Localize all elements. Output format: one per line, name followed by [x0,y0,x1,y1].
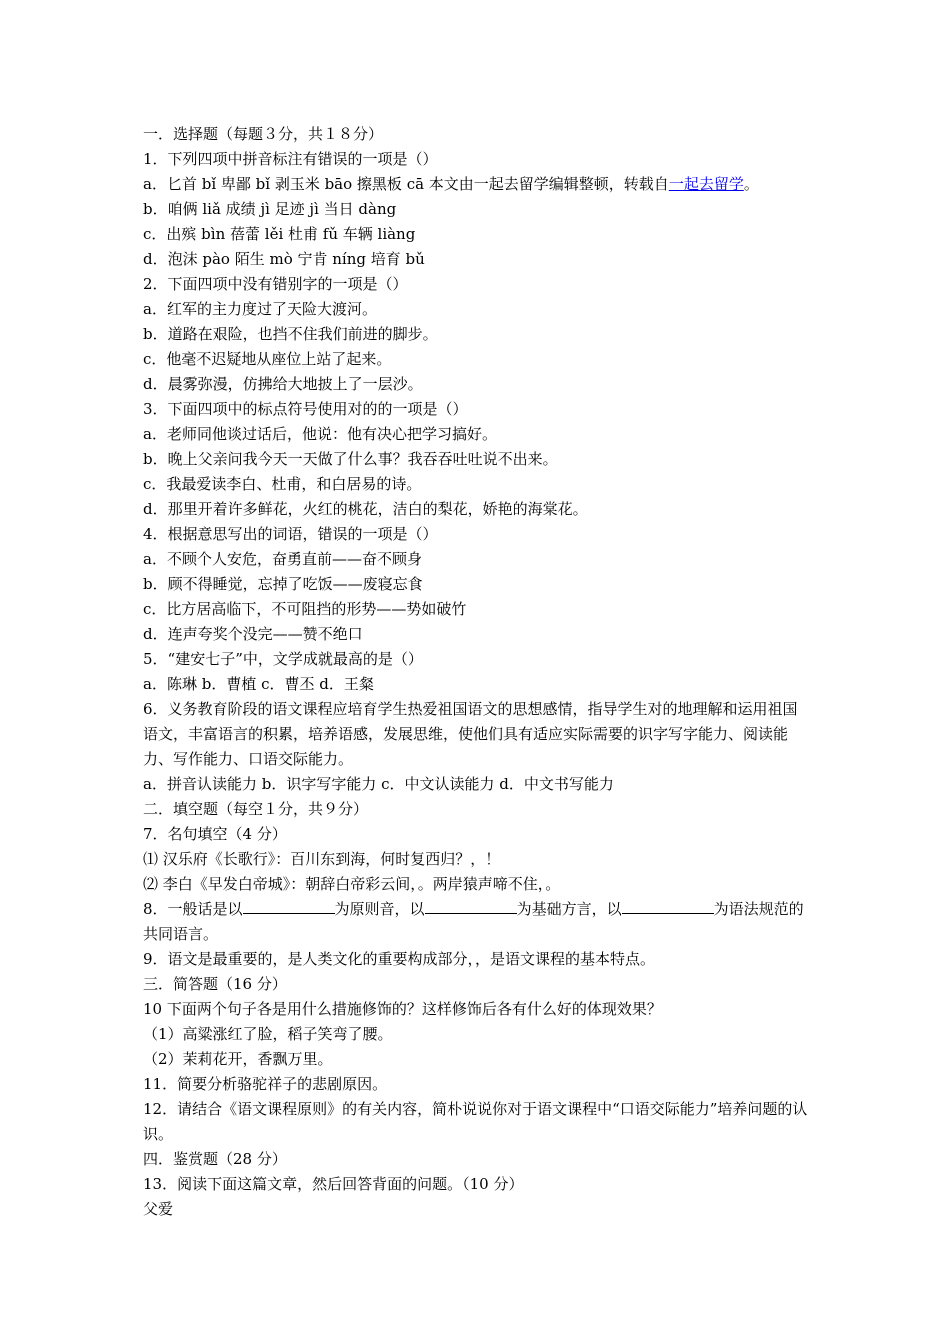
option-1a-text: a．匕首 bǐ 卑鄙 bǐ 剥玉米 bāo 擦黑板 cā 本文由一起去留学编辑整顿，转载自 [143,175,669,193]
option-2a: a．红军的主力度过了天险大渡河。 [143,300,377,318]
question-1: 1．下列四项中拼音标注有错误的一项是（） [143,150,438,168]
answer-blank-3 [622,897,714,914]
option-3c: c．我最爱读李白、杜甫，和白居易的诗。 [143,475,422,493]
question-8-part3: 为基础方言，以 [516,900,622,918]
options-6: a．拼音认读能力 b．识字写字能力 c．中文认读能力 d．中文书写能力 [143,775,614,793]
option-4a: a．不顾个人安危，奋勇直前——奋不顾身 [143,550,422,568]
document-body [143,122,811,1222]
option-1d: d．泡沫 pào 陌生 mò 宁肯 níng 培育 bǔ [143,250,425,268]
question-9: 9．语文是最重要的，是人类文化的重要构成部分，，是语文课程的基本特点。 [143,950,656,968]
question-8-part2: 为原则音，以 [334,900,425,918]
question-12: 12．请结合《语文课程原则》的有关内容，简朴说说你对于语文课程中“口语交际能力”培养问题的认识。 [143,1100,808,1143]
option-3a: a．老师同他谈过话后，他说：他有决心把学习搞好。 [143,425,497,443]
question-13: 13．阅读下面这篇文章，然后回答背面的问题。（10 分） [143,1175,524,1193]
question-3: 3．下面四项中的标点符号使用对的的一项是（） [143,400,468,418]
section-heading-appreciation: 四．鉴赏题（28 分） [143,1150,287,1168]
question-5: 5．“建安七子”中，文学成就最高的是（） [143,650,423,668]
option-2c: c．他毫不迟疑地从座位上站了起来。 [143,350,392,368]
question-7: 7．名句填空（4 分） [143,825,287,843]
option-1a [143,172,811,197]
section-heading-choice: 一．选择题（每题３分，共１８分） [143,125,384,143]
source-link[interactable]: 一起去留学 [668,175,744,193]
question-6: 6．义务教育阶段的语文课程应培育学生热爱祖国语文的思想感情，指导学生对的地理解和运用祖国语文，丰富语言的积累，培养语感，发展思维，使他们具有适应实际需要的识字写字能力、阅读能力、写作能力、口语交际能力。 [143,700,798,768]
option-1a-tail: 。 [743,175,759,193]
question-11: 11．简要分析骆驼祥子的悲剧原因。 [143,1075,388,1093]
option-4b: b．顾不得睡觉，忘掉了吃饭——废寝忘食 [143,575,423,593]
question-4: 4．根据意思写出的词语，错误的一项是（） [143,525,438,543]
answer-blank-2 [425,897,517,914]
question-10-1: （1）高粱涨红了脸，稻子笑弯了腰。 [143,1025,393,1043]
question-10: 10 下面两个句子各是用什么措施修饰的？这样修饰后各有什么好的体现效果？ [143,1000,662,1018]
option-3d: d．那里开着许多鲜花，火红的桃花，洁白的梨花，娇艳的海棠花。 [143,500,588,518]
question-7-1: ⑴ 汉乐府《长歌行》：百川东到海，何时复西归？，！ [143,850,501,868]
answer-blank-1 [243,897,335,914]
question-10-2: （2）茉莉花开，香飘万里。 [143,1050,333,1068]
question-8-part1: 8．一般话是以 [143,900,243,918]
section-heading-fill: 二．填空题（每空１分，共９分） [143,800,369,818]
question-2: 2．下面四项中没有错别字的一项是（） [143,275,408,293]
question-7-2: ⑵ 李白《早发白帝城》：朝辞白帝彩云间，。两岸猿声啼不住，。 [143,875,561,893]
question-8 [143,897,811,947]
option-4d: d．连声夸奖个没完——赞不绝口 [143,625,363,643]
option-3b: b．晚上父亲问我今天一天做了什么事？我吞吞吐吐说不出来。 [143,450,558,468]
options-5: a．陈琳 b．曹植 c．曹丕 d．王粲 [143,675,374,693]
option-4c: c．比方居高临下，不可阻挡的形势——势如破竹 [143,600,467,618]
option-1b: b．咱俩 liǎ 成绩 jì 足迹 jì 当日 dàng [143,200,397,218]
article-title: 父爱 [143,1200,174,1218]
option-2d: d．晨雾弥漫，仿拂给大地披上了一层沙。 [143,375,423,393]
question-8-part4: 为语法规范的共同语言。 [143,900,804,943]
section-heading-short: 三．简答题（16 分） [143,975,287,993]
option-2b: b．道路在艰险，也挡不住我们前进的脚步。 [143,325,438,343]
option-1c: c．出殡 bìn 蓓蕾 lěi 杜甫 fǔ 车辆 liàng [143,225,416,243]
